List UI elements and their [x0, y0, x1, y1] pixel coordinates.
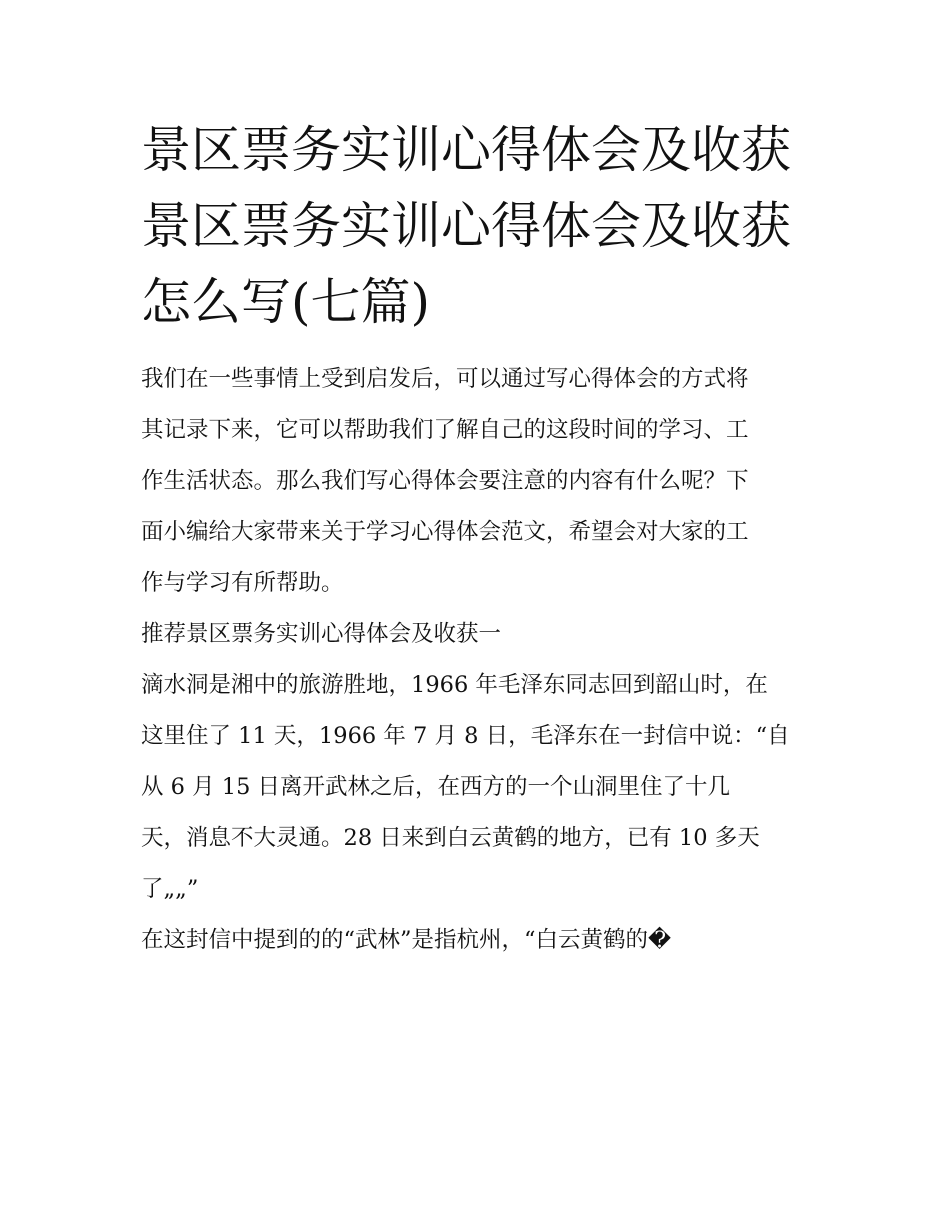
- document-title: [141, 112, 821, 340]
- title-line: 景区票务实训心得体会及收获: [141, 121, 791, 179]
- body-paragraph: [141, 660, 821, 915]
- body-line: 这里住了 11 天，1966 年 7 月 8 日，毛泽东在一封信中说：“自: [141, 723, 790, 749]
- intro-line: 我们在一些事情上受到启发后，可以通过写心得体会的方式将: [141, 366, 749, 392]
- intro-line: 作与学习有所帮助。: [141, 570, 344, 596]
- body-line: 滴水洞是湘中的旅游胜地，1966 年毛泽东同志回到韶山时，在: [141, 672, 768, 698]
- last-paragraph: 在这封信中提到的的“武林”是指杭州，“白云黄鹤的�: [141, 927, 672, 953]
- intro-line: 面小编给大家带来关于学习心得体会范文，希望会对大家的工: [141, 519, 749, 545]
- document-content: [141, 112, 821, 966]
- intro-paragraph: [141, 354, 821, 609]
- body-line: 天，消息不大灵通。28 日来到白云黄鹤的地方，已有 10 多天: [141, 825, 760, 851]
- body-line: 从 6 月 15 日离开武林之后，在西方的一个山洞里住了十几: [141, 774, 731, 800]
- intro-line: 其记录下来，它可以帮助我们了解自己的这段时间的学习、工: [141, 417, 749, 443]
- title-line: 怎么写(七篇): [141, 273, 431, 331]
- section-heading: 推荐景区票务实训心得体会及收获一: [141, 621, 502, 647]
- title-line: 景区票务实训心得体会及收获: [141, 197, 791, 255]
- body-line: 了„„”: [141, 876, 199, 902]
- intro-line: 作生活状态。那么我们写心得体会要注意的内容有什么呢？下: [141, 468, 749, 494]
